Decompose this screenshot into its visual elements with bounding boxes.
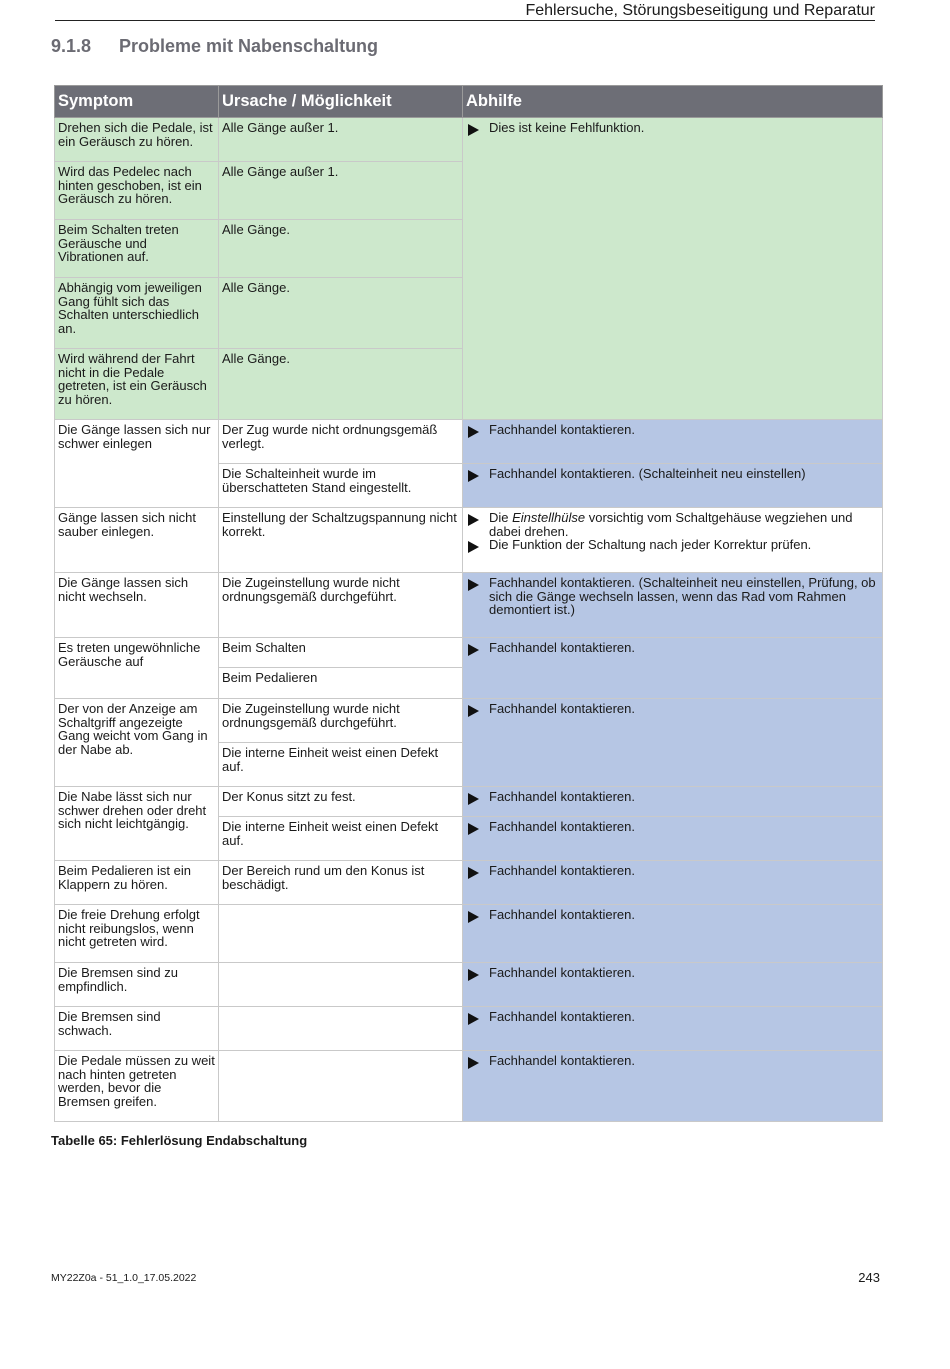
play-triangle-icon [468,793,479,805]
remedy-item [466,1010,879,1025]
remedy-text: Fachhandel kontaktieren. [489,640,635,655]
section-title-text: Probleme mit Nabenschaltung [119,36,379,56]
symptom-cell: Beim Pedalieren ist ein Klappern zu hören. [55,861,219,905]
symptom-cell: Die Pedale müssen zu weit nach hinten getreten werden, bevor die Bremsen greifen. [55,1051,219,1122]
remedy-item [466,702,879,717]
remedy-cell [463,817,883,861]
remedy-text: Die Einstellhülse vorsichtig vom Schaltgehäuse wegziehen und dabei drehen. [489,510,853,539]
table-row [55,118,883,162]
symptom-cell: Die Nabe lässt sich nur schwer drehen oder dreht sich nicht leichtgängig. [55,787,219,861]
remedy-text: Fachhandel kontaktieren. [489,701,635,716]
play-triangle-icon [468,470,479,482]
remedy-text: Fachhandel kontaktieren. (Schalteinheit neu einstellen) [489,466,806,481]
symptom-cell: Die Gänge lassen sich nur schwer einlegen [55,420,219,508]
remedy-cell [463,508,883,573]
remedy-text: Fachhandel kontaktieren. [489,1053,635,1068]
table-row [55,420,883,464]
remedy-text: Fachhandel kontaktieren. [489,422,635,437]
symptom-cell: Die freie Drehung erfolgt nicht reibungslos, wenn nicht getreten wird. [55,905,219,963]
remedy-item [466,121,879,136]
play-triangle-icon [468,823,479,835]
remedy-cell [463,861,883,905]
remedy-text: Fachhandel kontaktieren. [489,907,635,922]
footer-doc-id: MY22Z0a - 51_1.0_17.05.2022 [51,1272,197,1284]
remedy-cell [463,573,883,638]
table-row [55,508,883,573]
cause-cell [219,905,463,963]
remedy-text: Dies ist keine Fehlfunktion. [489,120,645,135]
play-triangle-icon [468,514,479,526]
cause-cell: Alle Gänge. [219,349,463,420]
symptom-cell: Drehen sich die Pedale, ist ein Geräusch zu hören. [55,118,219,162]
table-row [55,787,883,817]
symptom-cell: Wird das Pedelec nach hinten geschoben, ist ein Geräusch zu hören. [55,162,219,220]
remedy-cell [463,420,883,464]
symptom-cell: Abhängig vom jeweiligen Gang fühlt sich das Schalten unterschiedlich an. [55,278,219,349]
cause-cell [219,963,463,1007]
cause-cell: Der Konus sitzt zu fest. [219,787,463,817]
play-triangle-icon [468,705,479,717]
play-triangle-icon [468,541,479,553]
table-caption: Tabelle 65: Fehlerlösung Endabschaltung [51,1133,308,1148]
symptom-cell: Die Bremsen sind schwach. [55,1007,219,1051]
play-triangle-icon [468,124,479,136]
symptom-cell: Die Bremsen sind zu empfindlich. [55,963,219,1007]
table-row [55,963,883,1007]
column-header-symptom: Symptom [55,86,219,118]
remedy-text: Fachhandel kontaktieren. [489,819,635,834]
remedy-item [466,790,879,805]
remedy-item [466,576,879,617]
column-header-remedy: Abhilfe [463,86,883,118]
remedy-item [466,538,879,553]
table-row [55,699,883,743]
table-row [55,861,883,905]
table-row [55,638,883,668]
footer-page-number: 243 [858,1270,880,1285]
symptom-cell: Gänge lassen sich nicht sauber einlegen. [55,508,219,573]
play-triangle-icon [468,969,479,981]
cause-cell: Alle Gänge außer 1. [219,118,463,162]
remedy-cell [463,118,883,420]
remedy-item [466,1054,879,1069]
play-triangle-icon [468,867,479,879]
cause-cell: Die interne Einheit weist einen Defekt auf. [219,743,463,787]
symptom-cell: Die Gänge lassen sich nicht wechseln. [55,573,219,638]
cause-cell: Einstellung der Schaltzugspannung nicht korrekt. [219,508,463,573]
remedy-item [466,423,879,438]
cause-cell: Der Zug wurde nicht ordnungsgemäß verlegt. [219,420,463,464]
section-title [51,36,378,57]
running-header: Fehlersuche, Störungsbeseitigung und Reparatur [55,1,875,21]
remedy-text: Fachhandel kontaktieren. [489,863,635,878]
remedy-cell [463,905,883,963]
cause-cell: Die interne Einheit weist einen Defekt auf. [219,817,463,861]
cause-cell: Beim Pedalieren [219,668,463,699]
column-header-cause: Ursache / Möglichkeit [219,86,463,118]
cause-cell [219,1007,463,1051]
remedy-cell [463,638,883,699]
cause-cell: Die Zugeinstellung wurde nicht ordnungsgemäß durchgeführt. [219,699,463,743]
symptom-cell: Es treten ungewöhnliche Geräusche auf [55,638,219,699]
remedy-item [466,511,879,538]
cause-cell: Alle Gänge außer 1. [219,162,463,220]
symptom-cell: Der von der Anzeige am Schaltgriff angezeigte Gang weicht vom Gang in der Nabe ab. [55,699,219,787]
play-triangle-icon [468,579,479,591]
cause-cell: Die Zugeinstellung wurde nicht ordnungsgemäß durchgeführt. [219,573,463,638]
remedy-item [466,864,879,879]
symptom-cell: Beim Schalten treten Geräusche und Vibrationen auf. [55,220,219,278]
play-triangle-icon [468,644,479,656]
remedy-item [466,641,879,656]
remedy-cell [463,963,883,1007]
cause-cell [219,1051,463,1122]
remedy-cell [463,464,883,508]
cause-cell: Die Schalteinheit wurde im überschatteten Stand eingestellt. [219,464,463,508]
cause-cell: Der Bereich rund um den Konus ist beschädigt. [219,861,463,905]
remedy-item [466,908,879,923]
play-triangle-icon [468,1057,479,1069]
remedy-cell [463,787,883,817]
remedy-cell [463,1051,883,1122]
remedy-cell [463,1007,883,1051]
table-row [55,905,883,963]
remedy-item [466,467,879,482]
table-row [55,573,883,638]
remedy-text: Fachhandel kontaktieren. [489,965,635,980]
table-row [55,1007,883,1051]
symptom-cell: Wird während der Fahrt nicht in die Pedale getreten, ist ein Geräusch zu hören. [55,349,219,420]
play-triangle-icon [468,911,479,923]
remedy-text: Fachhandel kontaktieren. (Schalteinheit neu einstellen, Prüfung, ob sich die Gänge wechseln lassen, wenn das Rad vom Rahmen demontiert ist.) [489,575,876,617]
section-number: 9.1.8 [51,36,92,56]
remedy-item [466,820,879,835]
table-row [55,1051,883,1122]
table-header-row [55,86,883,118]
play-triangle-icon [468,1013,479,1025]
remedy-text: Fachhandel kontaktieren. [489,789,635,804]
remedy-text: Fachhandel kontaktieren. [489,1009,635,1024]
cause-cell: Beim Schalten [219,638,463,668]
cause-cell: Alle Gänge. [219,220,463,278]
remedy-text: Die Funktion der Schaltung nach jeder Korrektur prüfen. [489,537,812,552]
play-triangle-icon [468,426,479,438]
remedy-item [466,966,879,981]
troubleshooting-table [54,85,883,1122]
cause-cell: Alle Gänge. [219,278,463,349]
remedy-cell [463,699,883,787]
